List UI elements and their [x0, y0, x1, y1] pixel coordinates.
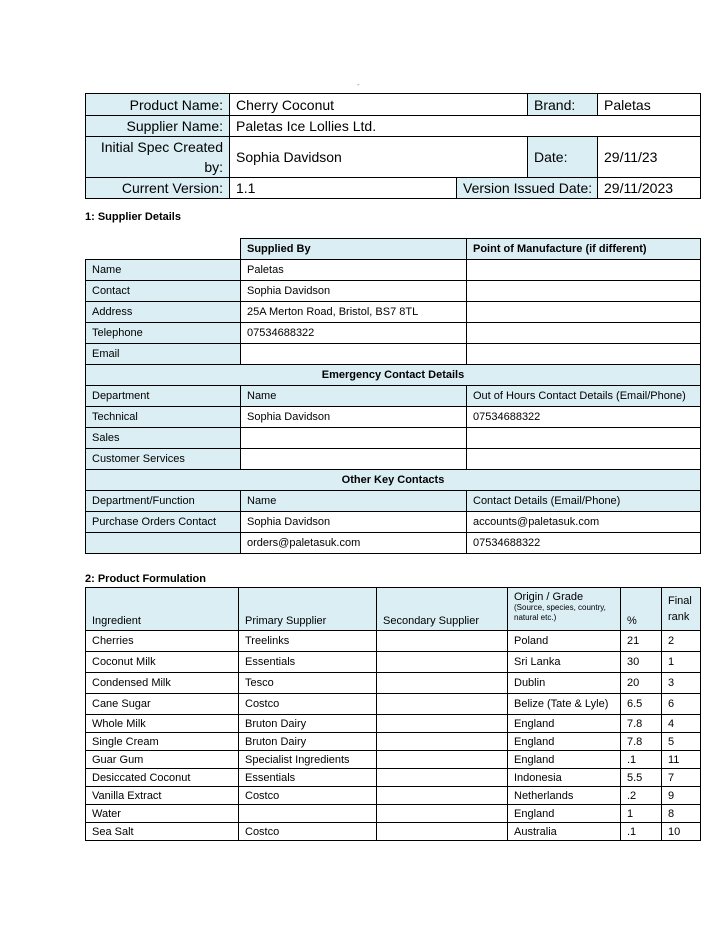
header-origin: [508, 588, 621, 631]
secondary-supplier-cell: [377, 694, 508, 715]
date-label: Date:: [528, 137, 598, 178]
origin-cell: Poland: [508, 631, 621, 652]
manufacture-cell: [467, 344, 701, 365]
emergency-header-department: Department: [86, 386, 241, 407]
version-issued-value: 29/11/2023: [598, 178, 701, 199]
primary-supplier-cell: Essentials: [239, 652, 377, 673]
spec-header-table: [85, 93, 701, 199]
manufacture-cell: [467, 281, 701, 302]
header-primary-supplier: Primary Supplier: [239, 588, 377, 631]
table-row: [86, 715, 701, 733]
origin-cell: Sri Lanka: [508, 652, 621, 673]
table-row: [86, 652, 701, 673]
secondary-supplier-cell: [377, 652, 508, 673]
secondary-supplier-cell: [377, 769, 508, 787]
primary-supplier-cell: Essentials: [239, 769, 377, 787]
header-ingredient: Ingredient: [86, 588, 239, 631]
rank-cell: 11: [662, 751, 701, 769]
header-origin-title: Origin / Grade: [514, 591, 584, 603]
ingredient-cell: Single Cream: [86, 733, 239, 751]
ingredient-cell: Whole Milk: [86, 715, 239, 733]
rank-cell: 1: [662, 652, 701, 673]
rank-cell: 6: [662, 694, 701, 715]
percent-cell: .2: [621, 787, 662, 805]
header-origin-sub-1: (Source, species, country,: [514, 603, 606, 612]
page-mark: -: [357, 80, 360, 89]
percent-cell: 30: [621, 652, 662, 673]
percent-cell: .1: [621, 751, 662, 769]
origin-cell: England: [508, 715, 621, 733]
primary-supplier-cell: Costco: [239, 694, 377, 715]
row-label: Telephone: [86, 323, 241, 344]
table-row: [86, 694, 701, 715]
other-department: [86, 533, 241, 554]
rank-cell: 2: [662, 631, 701, 652]
product-name-value: Cherry Coconut: [230, 94, 528, 116]
other-contact: 07534688322: [467, 533, 701, 554]
version-issued-label: Version Issued Date:: [457, 178, 598, 199]
table-row: [86, 769, 701, 787]
emergency-name: [241, 449, 467, 470]
primary-supplier-cell: Tesco: [239, 673, 377, 694]
row-label: Address: [86, 302, 241, 323]
origin-cell: Belize (Tate & Lyle): [508, 694, 621, 715]
header-secondary-supplier: Secondary Supplier: [377, 588, 508, 631]
other-department: Purchase Orders Contact: [86, 512, 241, 533]
ingredient-cell: Condensed Milk: [86, 673, 239, 694]
table-row: [86, 787, 701, 805]
other-name: orders@paletasuk.com: [241, 533, 467, 554]
rank-cell: 8: [662, 805, 701, 823]
current-version-label: Current Version:: [86, 178, 230, 199]
spec-created-label-line-2: by:: [204, 159, 223, 175]
origin-cell: England: [508, 733, 621, 751]
table-row: [86, 631, 701, 652]
emergency-name: Sophia Davidson: [241, 407, 467, 428]
ingredient-cell: Cherries: [86, 631, 239, 652]
table-row: [86, 751, 701, 769]
supplier-details-title: 1: Supplier Details: [85, 211, 181, 223]
spec-created-value: Sophia Davidson: [230, 137, 528, 178]
primary-supplier-cell: Costco: [239, 823, 377, 841]
secondary-supplier-cell: [377, 805, 508, 823]
blank-corner: [86, 239, 241, 260]
primary-supplier-cell: Bruton Dairy: [239, 715, 377, 733]
primary-supplier-cell: Treelinks: [239, 631, 377, 652]
secondary-supplier-cell: [377, 751, 508, 769]
emergency-contact-title: Emergency Contact Details: [86, 365, 701, 386]
table-row: [86, 805, 701, 823]
other-header-contact: Contact Details (Email/Phone): [467, 491, 701, 512]
header-percent: %: [621, 588, 662, 631]
percent-cell: 7.8: [621, 715, 662, 733]
supplier-name-value: Paletas Ice Lollies Ltd.: [230, 116, 701, 137]
primary-supplier-cell: Costco: [239, 787, 377, 805]
rank-cell: 4: [662, 715, 701, 733]
manufacture-cell: [467, 302, 701, 323]
rank-cell: 9: [662, 787, 701, 805]
spec-created-label: [86, 137, 230, 178]
rank-cell: 5: [662, 733, 701, 751]
brand-label: Brand:: [528, 94, 598, 116]
supplier-name-label: Supplier Name:: [86, 116, 230, 137]
emergency-header-contact: Out of Hours Contact Details (Email/Phone): [467, 386, 701, 407]
ingredient-cell: Water: [86, 805, 239, 823]
emergency-name: [241, 428, 467, 449]
col-supplied-by: Supplied By: [241, 239, 467, 260]
origin-cell: Australia: [508, 823, 621, 841]
formulation-table: [85, 587, 701, 841]
percent-cell: 5.5: [621, 769, 662, 787]
secondary-supplier-cell: [377, 631, 508, 652]
spec-created-label-line-1: Initial Spec Created: [100, 139, 223, 155]
origin-cell: Dublin: [508, 673, 621, 694]
other-header-name: Name: [241, 491, 467, 512]
supplier-details-table: [85, 238, 701, 554]
origin-cell: England: [508, 751, 621, 769]
percent-cell: 6.5: [621, 694, 662, 715]
manufacture-cell: [467, 323, 701, 344]
supplied-by-cell: 07534688322: [241, 323, 467, 344]
emergency-contact: [467, 449, 701, 470]
header-final-rank-line-2: rank: [668, 611, 690, 623]
emergency-department: Sales: [86, 428, 241, 449]
ingredient-cell: Desiccated Coconut: [86, 769, 239, 787]
rank-cell: 10: [662, 823, 701, 841]
supplied-by-cell: [241, 344, 467, 365]
emergency-contact: [467, 428, 701, 449]
row-label: Email: [86, 344, 241, 365]
ingredient-cell: Coconut Milk: [86, 652, 239, 673]
emergency-department: Technical: [86, 407, 241, 428]
table-row: [86, 673, 701, 694]
percent-cell: .1: [621, 823, 662, 841]
other-key-contacts-title: Other Key Contacts: [86, 470, 701, 491]
current-version-value: 1.1: [230, 178, 457, 199]
origin-cell: Netherlands: [508, 787, 621, 805]
percent-cell: 21: [621, 631, 662, 652]
date-value: 29/11/23: [598, 137, 701, 178]
row-label: Name: [86, 260, 241, 281]
supplied-by-cell: Sophia Davidson: [241, 281, 467, 302]
origin-cell: England: [508, 805, 621, 823]
emergency-header-name: Name: [241, 386, 467, 407]
emergency-contact: 07534688322: [467, 407, 701, 428]
formulation-title: 2: Product Formulation: [85, 573, 206, 585]
supplied-by-cell: Paletas: [241, 260, 467, 281]
header-origin-sub-2: natural etc.): [514, 613, 557, 622]
primary-supplier-cell: [239, 805, 377, 823]
secondary-supplier-cell: [377, 715, 508, 733]
table-row: [86, 733, 701, 751]
ingredient-cell: Sea Salt: [86, 823, 239, 841]
secondary-supplier-cell: [377, 823, 508, 841]
percent-cell: 1: [621, 805, 662, 823]
emergency-department: Customer Services: [86, 449, 241, 470]
other-header-department: Department/Function: [86, 491, 241, 512]
row-label: Contact: [86, 281, 241, 302]
other-contact: accounts@paletasuk.com: [467, 512, 701, 533]
secondary-supplier-cell: [377, 673, 508, 694]
rank-cell: 7: [662, 769, 701, 787]
header-final-rank-line-1: Final: [668, 595, 692, 607]
product-name-label: Product Name:: [86, 94, 230, 116]
manufacture-cell: [467, 260, 701, 281]
primary-supplier-cell: Bruton Dairy: [239, 733, 377, 751]
table-row: [86, 823, 701, 841]
percent-cell: 20: [621, 673, 662, 694]
col-point-of-manufacture: Point of Manufacture (if different): [467, 239, 701, 260]
primary-supplier-cell: Specialist Ingredients: [239, 751, 377, 769]
ingredient-cell: Vanilla Extract: [86, 787, 239, 805]
origin-cell: Indonesia: [508, 769, 621, 787]
header-final-rank: [662, 588, 701, 631]
supplied-by-cell: 25A Merton Road, Bristol, BS7 8TL: [241, 302, 467, 323]
other-name: Sophia Davidson: [241, 512, 467, 533]
rank-cell: 3: [662, 673, 701, 694]
secondary-supplier-cell: [377, 787, 508, 805]
brand-value: Paletas: [598, 94, 701, 116]
secondary-supplier-cell: [377, 733, 508, 751]
percent-cell: 7.8: [621, 733, 662, 751]
ingredient-cell: Guar Gum: [86, 751, 239, 769]
ingredient-cell: Cane Sugar: [86, 694, 239, 715]
